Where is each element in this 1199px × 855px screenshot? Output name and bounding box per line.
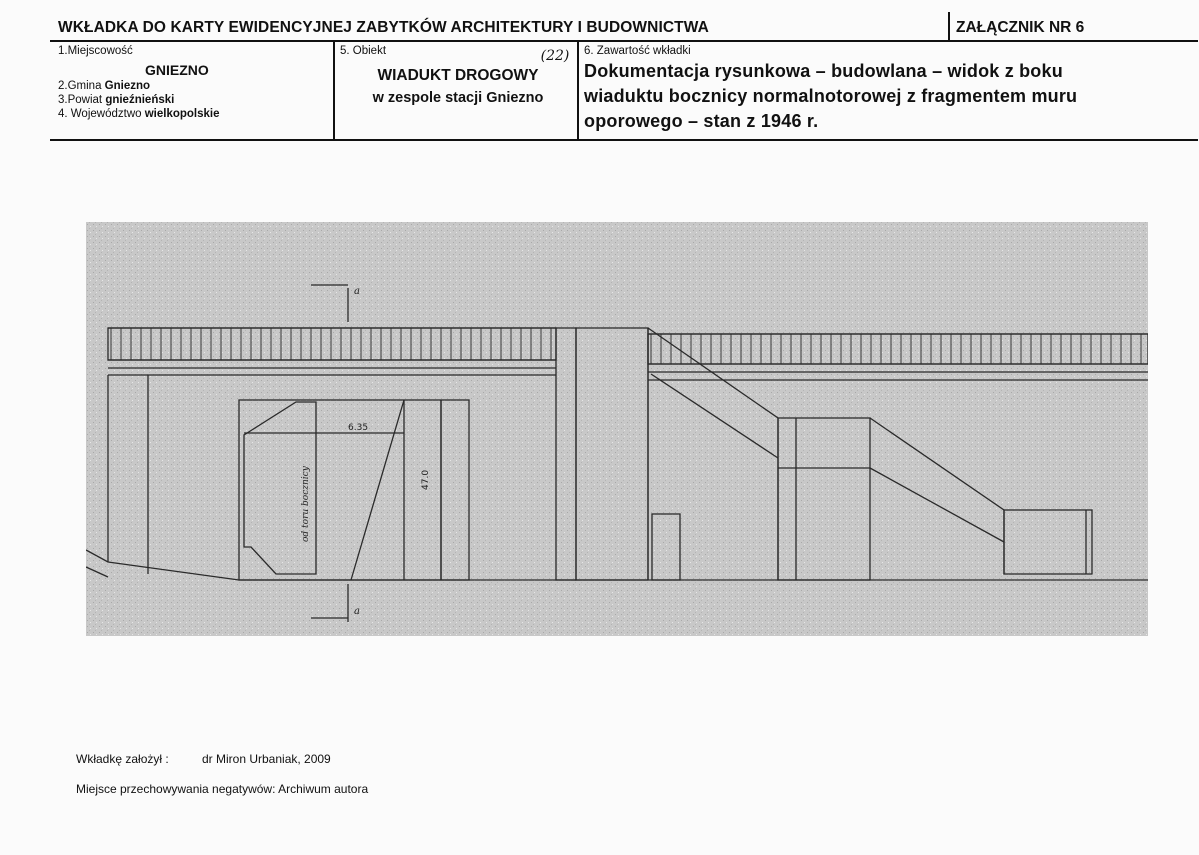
powiat-value: gnieźnieński [105, 94, 175, 106]
header-rule [50, 40, 1198, 42]
storage-value: Archiwum autora [278, 782, 369, 796]
section-bottom-label: a [354, 606, 360, 617]
column-divider-1 [333, 42, 335, 140]
content-line-2: wiaduktu bocznicy normalnotorowej z fragmentem muru [584, 86, 1078, 106]
content-label: 6. Zawartość wkładki [584, 45, 691, 57]
handwritten-page-number: (22) [540, 48, 570, 64]
annex-divider [948, 12, 950, 41]
powiat-label: 3.Powiat [58, 94, 103, 106]
founder-label: Wkładkę założył : [76, 752, 169, 766]
left-railing [108, 328, 556, 360]
powiat-row [58, 94, 174, 106]
annex-label: ZAŁĄCZNIK NR 6 [956, 19, 1085, 36]
object-subtitle: w zespole stacji Gniezno [372, 90, 544, 106]
object-label: 5. Obiekt [340, 45, 387, 57]
location-label: 1.Miejscowość [58, 45, 133, 57]
right-railing [648, 334, 1148, 364]
storage-row [76, 782, 368, 796]
founder-value: dr Miron Urbaniak, 2009 [202, 752, 331, 766]
card-title: WKŁADKA DO KARTY EWIDENCYJNEJ ZABYTKÓW ARCHITEKTURY I BUDOWNICTWA [58, 19, 709, 36]
table-bottom-rule [50, 139, 1198, 141]
content-line-3: oporowego – stan z 1946 r. [584, 111, 819, 131]
object-title: WIADUKT DROGOWY [377, 67, 539, 84]
wojewodztwo-row [58, 108, 220, 120]
content-line-1: Dokumentacja rysunkowa – budowlana – widok z boku [584, 61, 1063, 81]
viaduct-side-view-drawing [86, 222, 1148, 636]
drawing-background [86, 222, 1148, 636]
gmina-label: 2.Gmina [58, 80, 102, 92]
track-note-label: od toru bocznicy [301, 466, 311, 542]
city-name: GNIEZNO [145, 62, 209, 78]
dimension-height-label: 47.0 [421, 469, 431, 490]
dimension-width-label: 6.35 [348, 423, 369, 433]
section-top-label: a [354, 286, 360, 297]
gmina-value: Gniezno [104, 80, 151, 92]
storage-label: Miejsce przechowywania negatywów: [76, 782, 276, 796]
gmina-row [58, 80, 150, 92]
wojewodztwo-value: wielkopolskie [144, 108, 220, 120]
wojewodztwo-label: 4. Województwo [58, 108, 142, 120]
